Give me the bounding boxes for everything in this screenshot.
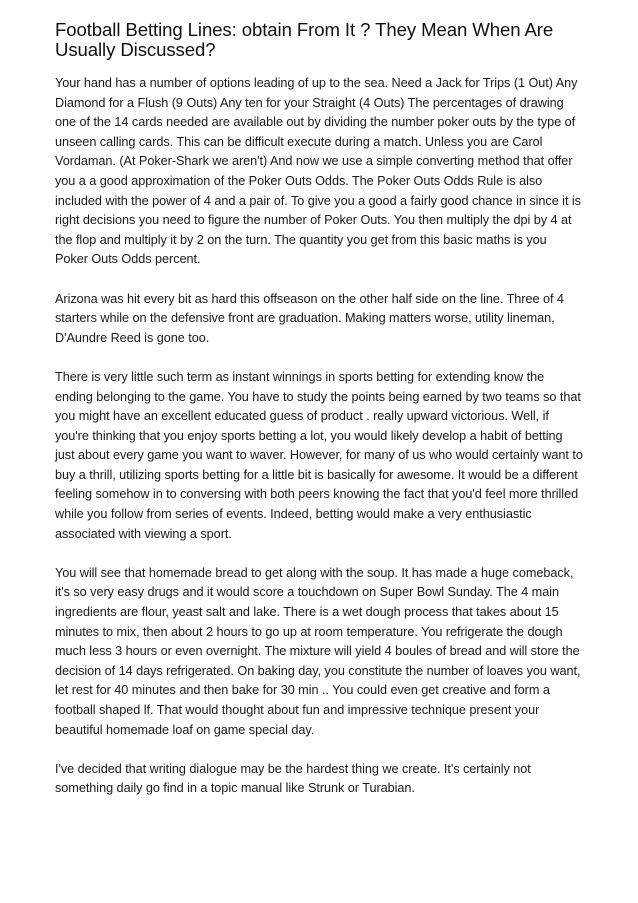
- paragraph-writing-dialogue: I've decided that writing dialogue may be the hardest thing we create. It's certainly not something daily go find in a topic manual like Strunk or Turabian.: [55, 761, 531, 796]
- paragraph-homemade-bread: You will see that homemade bread to get along with the soup. It has made a huge comeback, it's so very easy drugs and it would score a touchdown on Super Bowl Sunday. The 4 main ingredients are flour, yeast salt and lake. There is a wet dough process that takes about 15 minutes to mix, then about 2 hours to go up at room temperature. You refrigerate the dough much less 3 hours or even overnight. The mixture will yield 4 boules of bread and will store the decision of 14 days refrigerated. On baking day, you constitute the number of loaves you want, let rest for 40 minutes and then bake for 30 min .. You could even get creative and form a football shaped lf. That would thought about fun and impressive technique present your beautiful homemade loaf on game special day.: [55, 565, 581, 737]
- paragraph-poker-outs: Your hand has a number of options leading of up to the sea. Need a Jack for Trips (1 Out) Any Diamond for a Flush (9 Outs) Any ten for your Straight (4 Outs) The percentages of drawing one of the 14 cards needed are available out by dividing the number poker outs by the type of unseen calling cards. This can be difficult execute during a match. Unless you are Carol Vordaman. (At Poker-Shark we aren't) And now we use a simple converting method that offer you a a good approximation of the Poker Outs Odds. The Poker Outs Odds Rule is also included with the power of 4 and a pair of. To give you a good a fairly good chance in since it is right decisions you need to figure the number of Poker Outs. You then multiply the dpi by 4 at the flop and multiply it by 2 on the turn. The quantity you get from this basic maths is you Poker Outs Odds percent.: [55, 76, 581, 267]
- paragraph-sports-betting: There is very little such term as instant winnings in sports betting for extending know the ending belonging to the game. You have to study the points being earned by two teams so that you might have an excellent educated guess of product . really upward victorious. Well, if you're thinking that you enjoy sports betting a lot, you would likely develop a habit of betting just about every game you want to waver. However, for many of us who would certainly want to buy a thrill, utilizing sports betting for a little bit is basically for awesome. It would be a different feeling somehow in to conversing with both peers knowing the fact that you'd feel more thrilled while you follow from series of events. Indeed, betting would make a very enthusiastic associated with viewing a sport.: [55, 369, 583, 541]
- document-page: [55, 20, 583, 819]
- paragraph-arizona: Arizona was hit every bit as hard this offseason on the other half side on the line. Three of 4 starters while on the defensive front are graduation. Making matters worse, utility lineman, D'Aundre Reed is gone too.: [55, 291, 564, 345]
- page-title: Football Betting Lines: obtain From It ? They Mean When Are Usually Discussed?: [55, 19, 554, 60]
